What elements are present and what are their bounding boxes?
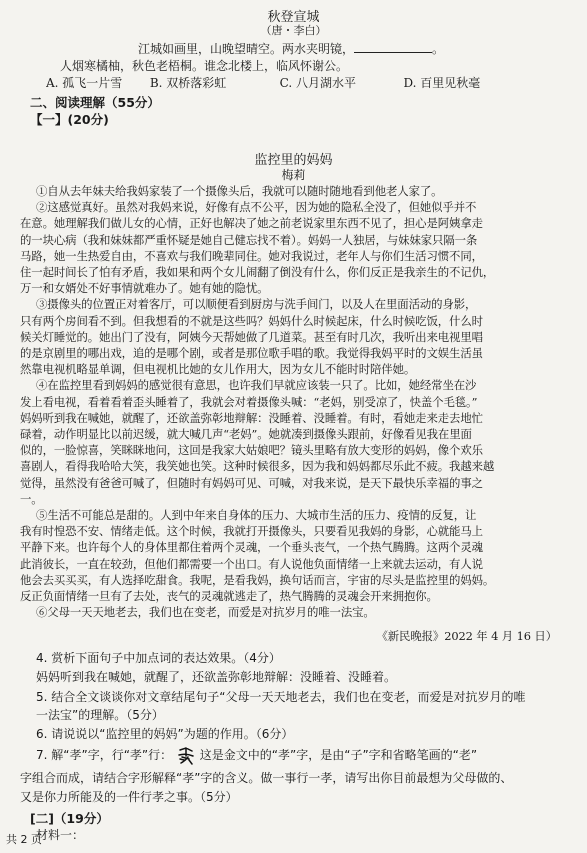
part-one-heading: 【一】(20分) — [30, 112, 109, 127]
page-footer: 共 2 页 — [6, 833, 42, 846]
article-source: 《新民晚报》2022 年 4 月 16 日） — [376, 629, 557, 643]
question-4-sentence: 妈妈听到我在喊她，就醒了，还欲盖弥彰地辩解：没睡着、没睡着。 — [36, 670, 397, 684]
question-7-line1: 7. 解“孝”字，行“孝”行： 这是金文中的“孝”字，是由“子”字和省略笔画的“老” — [36, 746, 573, 765]
question-5-line1: 5. 结合全文谈谈你对文章结尾句子“父母一天天地老去，我们也在变老，而爱是对抗岁月的唯 — [36, 690, 526, 704]
article-line: ③摄像头的位置正对着客厅，可以顺便看到厨房与洗手间门，以及人在里面活动的身影， — [36, 297, 477, 312]
article-line: 他会去买买买，有人选择吃甜食。我呢，是看我妈，换句话而言，宇宙的尽头是监控里的妈妈。 — [20, 572, 495, 587]
poem-line-1: 江城如画里，山晚望晴空。两水夹明镜， 。 — [138, 42, 445, 56]
article-line: 反正负面情绪一旦有了去处，丧气的灵魂就逃走了，热气腾腾的灵魂会开来拥抱你。 — [20, 589, 438, 603]
article-line: ⑥父母一天天地老去，我们也在变老，而爱是对抗岁月的唯一法宝。 — [36, 605, 375, 620]
part-two-heading: [二]（19分） — [30, 811, 109, 826]
article-line: 此消彼长，一直在较劲，但他们都需要一个出口。有人说他负面情绪一上来就去运动，有人说 — [20, 556, 483, 571]
article-line: 的是京剧里的哪出戏，追的是哪个剧，或者是那位歌手唱的歌。我觉得我妈平时的文娱生活虽 — [20, 346, 483, 360]
article-title: 监控里的妈妈 — [254, 153, 333, 168]
article-line: 妈妈听到我在喊她，就醒了，还欲盖弥彰地辩解：没睡着、没睡着。有时，看她走来走去地忙 — [20, 410, 483, 425]
article-line: 候关灯睡觉的。她出门了没有，阿姨今天帮她做了几道菜。甚至有时几次，我听出来电视里唱 — [20, 329, 483, 344]
question-6: 6. 请说说以“监控里的妈妈”为题的作用。（6分） — [36, 727, 294, 741]
article-line: ②这感觉真好。虽然对我妈来说，好像有点不公平，因为她的隐私全没了，但她似乎并不 — [36, 200, 477, 215]
article-line: 马路，她一生热爱自由，不喜欢与我们晚辈同住。她对我说过，老年人与你们生活习惯不同， — [20, 248, 483, 263]
article-line: 碌着，动作明显比以前迟缓，就大喊几声“老妈”。她就凑到摄像头跟前，好像看见我在里面 — [20, 427, 472, 441]
article-line: 一。 — [20, 491, 43, 506]
article-line: 觉得，虽然没有爸爸可喊了，但随时有妈妈可见、可喊，对我来说，是天下最快乐幸福的事之 — [20, 475, 483, 490]
question-7-line2: 字组合而成，请结合字形解释“孝”字的含义。做一事行一孝，请写出你目前最想为父母做的、 — [20, 771, 513, 785]
option-d[interactable]: D. 百里见秋毫 — [403, 76, 481, 90]
article-line: 的一块心病（我和妹妹都严重怀疑是她自己健忘找不着）。妈妈一人独居，与妹妹家只隔一条 — [20, 232, 478, 247]
article-line: 在意。她理解我们做儿女的心情，正好也解决了她之前老说家里东西不见了，担心是阿姨拿走 — [20, 216, 483, 231]
article-line: 喜剧人，看得我哈哈大笑，我笑她也笑。这种时候很多，因为我和妈妈都尽乐此不疲。我越来越 — [20, 459, 495, 474]
article-line: 只有两个房间看不到。但我想看的不就是这些吗？妈妈什么时候起床，什么时候吃饭，什么时 — [20, 313, 483, 328]
article-line: 发上看电视，看着看着歪头睡着了，我就会对着摄像头喊：“老妈，别受凉了，快盖个毛毯。” — [20, 394, 478, 409]
option-c[interactable]: C. 八月湖水平 — [279, 76, 357, 90]
article-line: ⑤生活不可能总是甜的。人到中年来自身体的压力、大城市生活的压力、疫情的反复，让 — [36, 508, 477, 522]
question-5-line2: 一法宝”的理解。（5分） — [36, 708, 164, 722]
article-line: ④在监控里看到妈妈的感觉很有意思，也许我们早就应该装一只了。比如，她经常坐在沙 — [36, 378, 477, 393]
poem-line-2: 人烟寒橘柚，秋色老梧桐。谁念北楼上，临风怀谢公。 — [60, 59, 349, 73]
poem-title: 秋登宣城 — [267, 10, 320, 25]
article-line: 万一和女婿处不好事情就难办了。她有她的隐忧。 — [20, 281, 269, 296]
article-line: 似的，一脸惊喜，笑眯眯地问，这回是我家大姑娘吧？镜头里略有放大变形的妈妈，像个欢乐 — [20, 443, 483, 458]
article-line: 然靠电视机略显单调，但电视机比她的女儿作用大，因为女儿不能时时陪伴她。 — [20, 362, 416, 377]
option-b[interactable]: B. 双桥落彩虹 — [149, 76, 227, 90]
section-heading: 二、阅读理解（55分） — [30, 95, 160, 110]
question-7-line3: 又是你力所能及的一件行孝之事。（5分） — [20, 790, 238, 804]
material-one-label: 材料一： — [36, 828, 85, 842]
question-4: 4. 赏析下面句子中加点词的表达效果。（4分） — [36, 651, 281, 665]
article-line: ①自从去年妹夫给我妈家装了一个摄像头后，我就可以随时随地看到他老人家了。 — [36, 184, 443, 198]
jinwen-xiao-glyph — [176, 747, 196, 765]
article-line: 我有时惶恐不安、情绪走低。这个时候，我就打开摄像头，只要看见我妈的身影，心就能马上 — [20, 524, 483, 539]
answer-blank[interactable] — [354, 42, 432, 53]
poem-options — [46, 74, 573, 91]
option-a[interactable]: A. 孤飞一片雪 — [46, 76, 123, 90]
poem-author: （唐・李白） — [260, 24, 327, 37]
article-line: 平静下来。也许每个人的身体里都住着两个灵魂，一个垂头丧气，一个热气腾腾。这两个灵魂 — [20, 540, 483, 555]
article-line: 住一起时间长了怕有矛盾，我如果和两个女儿闹翻了倒没有什么，你们反正是我亲生的不记仇， — [20, 265, 495, 279]
article-author: 梅莉 — [281, 168, 306, 182]
